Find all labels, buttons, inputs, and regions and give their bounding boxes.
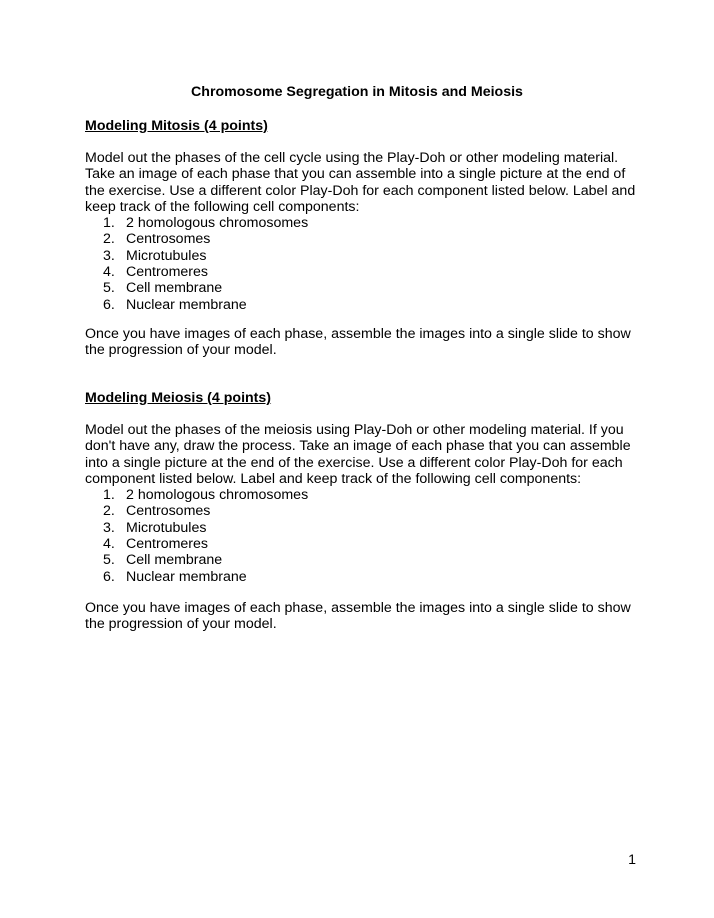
- list-item: [85, 503, 645, 519]
- meiosis-intro: Model out the phases of the meiosis using Play-Doh or other modeling material. If you don't have any, draw the process. Take an image of each phase that you can assemble into a single picture at the end of the exercise. Use a different color Play-Doh for each component listed below. Label and keep track of the following cell components:: [85, 422, 631, 487]
- document-title: Chromosome Segregation in Mitosis and Meiosis: [191, 84, 523, 100]
- list-item-number: 2.: [103, 503, 115, 520]
- list-item-number: 6.: [103, 296, 115, 313]
- list-item-text: Centrosomes: [126, 231, 211, 248]
- list-item: [85, 280, 645, 296]
- list-item-number: 4.: [103, 264, 115, 281]
- list-item-number: 6.: [103, 568, 115, 585]
- list-item: [85, 520, 645, 536]
- meiosis-instructions: [85, 422, 645, 585]
- list-item-text: Nuclear membrane: [126, 296, 247, 313]
- list-item-text: 2 homologous chromosomes: [126, 215, 309, 232]
- mitosis-instructions: [85, 150, 645, 313]
- meiosis-heading: Modeling Meiosis (4 points): [85, 390, 272, 406]
- page-number: 1: [628, 852, 636, 868]
- list-item-number: 1.: [103, 487, 115, 504]
- list-item: [85, 569, 645, 585]
- list-item-text: Cell membrane: [126, 552, 223, 569]
- meiosis-component-list: [85, 487, 645, 585]
- list-item: [85, 215, 645, 231]
- list-item: [85, 536, 645, 552]
- list-item-number: 2.: [103, 231, 115, 248]
- list-item-text: Cell membrane: [126, 280, 223, 297]
- list-item-text: Centrosomes: [126, 503, 211, 520]
- mitosis-heading: Modeling Mitosis (4 points): [85, 118, 268, 134]
- list-item-number: 4.: [103, 536, 115, 553]
- mitosis-closing: Once you have images of each phase, assemble the images into a single slide to show the progression of your model.: [85, 326, 631, 359]
- list-item-text: Centromeres: [126, 264, 209, 281]
- list-item-number: 5.: [103, 552, 115, 569]
- list-item-text: Microtubules: [126, 247, 207, 264]
- list-item-number: 3.: [103, 519, 115, 536]
- list-item: [85, 552, 645, 568]
- list-item: [85, 264, 645, 280]
- list-item: [85, 248, 645, 264]
- mitosis-component-list: [85, 215, 645, 313]
- list-item-text: Centromeres: [126, 536, 209, 553]
- list-item-number: 1.: [103, 215, 115, 232]
- list-item-number: 3.: [103, 247, 115, 264]
- list-item: [85, 487, 645, 503]
- list-item-text: Nuclear membrane: [126, 568, 247, 585]
- list-item-number: 5.: [103, 280, 115, 297]
- list-item: [85, 231, 645, 247]
- list-item-text: Microtubules: [126, 519, 207, 536]
- list-item: [85, 297, 645, 313]
- mitosis-intro: Model out the phases of the cell cycle using the Play-Doh or other modeling material. Take an image of each phase that you can assemble into a single picture at the end of the exercise. Use a different color Play-Doh for each component listed below. Label and keep track of the following cell components:: [85, 150, 636, 215]
- meiosis-closing: Once you have images of each phase, assemble the images into a single slide to show the progression of your model.: [85, 600, 631, 633]
- list-item-text: 2 homologous chromosomes: [126, 487, 309, 504]
